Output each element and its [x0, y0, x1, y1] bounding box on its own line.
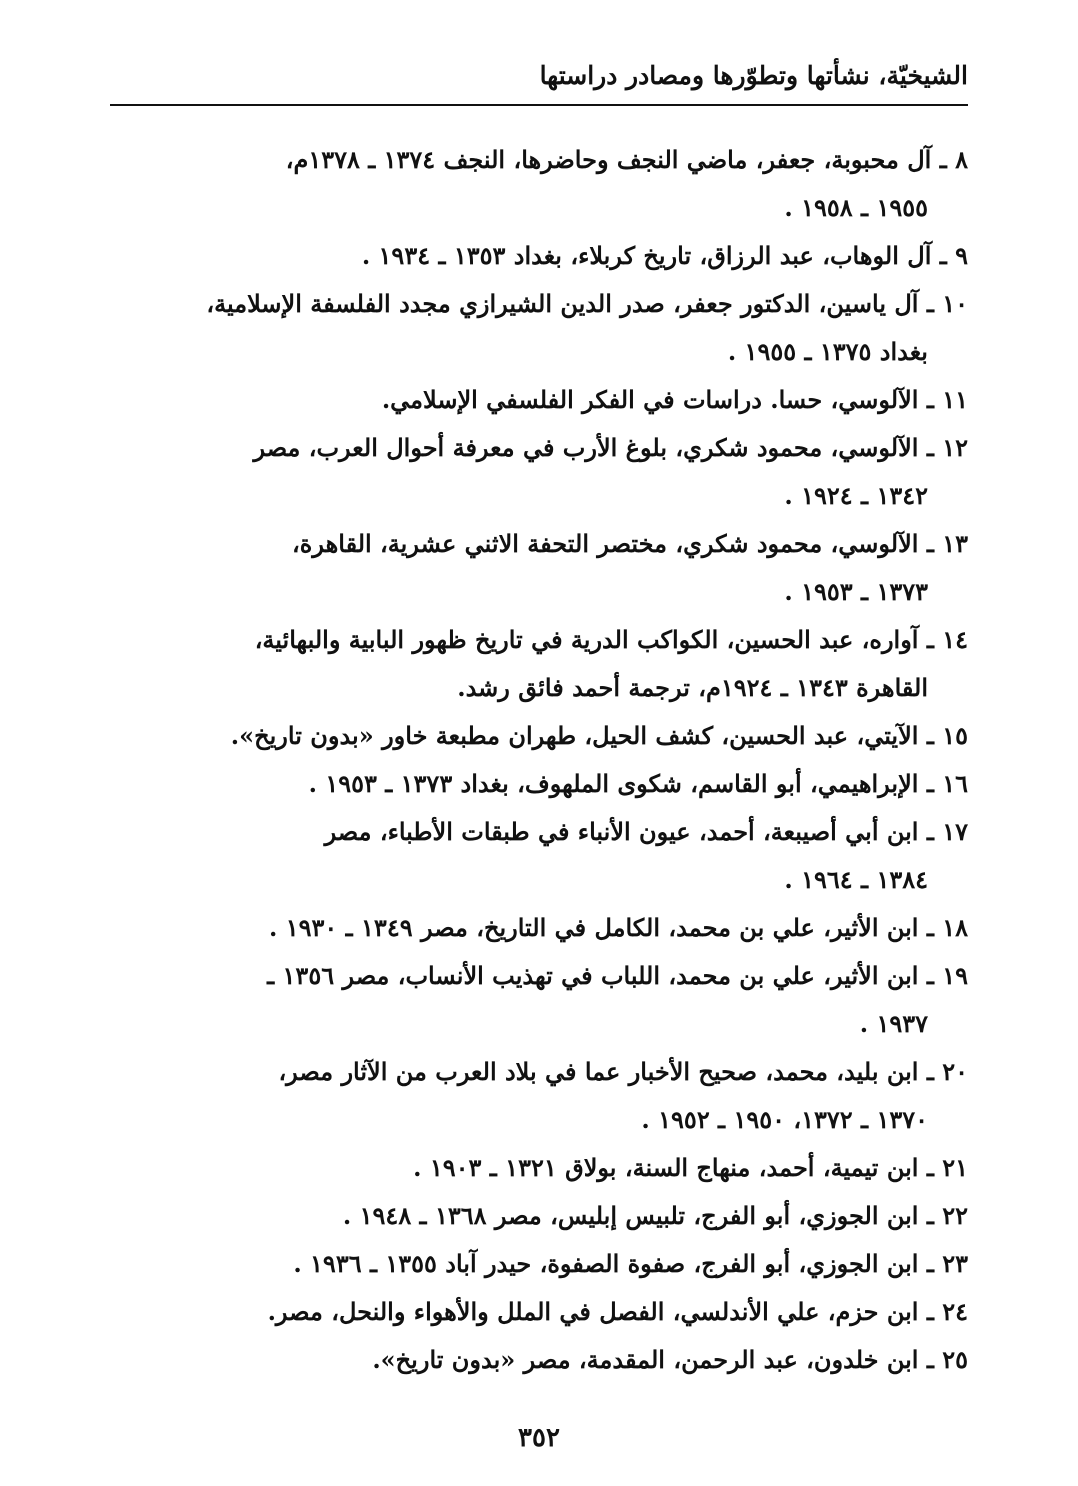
bibliography-entry — [110, 376, 968, 424]
entry-number: ١٩ — [942, 961, 968, 990]
entry-number: ١٦ — [942, 769, 968, 798]
entry-separator: ـ — [918, 961, 943, 990]
entry-first-line — [110, 616, 968, 664]
entry-number: ٢٥ — [942, 1345, 968, 1374]
entry-number: ٢٢ — [942, 1201, 968, 1230]
entry-separator: ـ — [918, 817, 943, 846]
entry-continuation: بغداد ١٣٧٥ ـ ١٩٥٥ . — [727, 337, 928, 366]
entry-first-line — [110, 1144, 968, 1192]
entry-first-line — [110, 904, 968, 952]
entry-continuation: ١٣٤٢ ـ ١٩٢٤ . — [784, 481, 928, 510]
bibliography-entry — [110, 904, 968, 952]
entry-first-line — [110, 760, 968, 808]
entry-text: آواره، عبد الحسين، الكواكب الدرية في تاريخ ظهور البابية والبهائية، — [254, 625, 919, 654]
bibliography-entry — [110, 1192, 968, 1240]
entry-text: آل الوهاب، عبد الرزاق، تاريخ كربلاء، بغداد ١٣٥٣ ـ ١٩٣٤ . — [361, 241, 932, 270]
entry-separator: ـ — [918, 1297, 943, 1326]
entry-text: الإبراهيمي، أبو القاسم، شكوى الملهوف، بغداد ١٣٧٣ ـ ١٩٥٣ . — [308, 769, 919, 798]
entry-first-line — [110, 520, 968, 568]
entry-continuation: ١٩٣٧ . — [859, 1009, 928, 1038]
entry-first-line — [110, 952, 968, 1000]
bibliography-entry — [110, 1240, 968, 1288]
entry-separator: ـ — [918, 289, 943, 318]
bibliography-entry — [110, 760, 968, 808]
entry-text: الآلوسي، محمود شكري، بلوغ الأرب في معرفة أحوال العرب، مصر — [253, 433, 919, 462]
entry-number: ١١ — [942, 385, 968, 414]
entry-separator: ـ — [918, 625, 943, 654]
entry-number: ٩ — [955, 241, 968, 270]
bibliography-entry — [110, 1288, 968, 1336]
entry-text: ابن بليد، محمد، صحيح الأخبار عما في بلاد العرب من الآثار مصر، — [278, 1057, 919, 1086]
entry-number: ١٤ — [942, 625, 968, 654]
bibliography-entry — [110, 232, 968, 280]
entry-text: ابن خلدون، عبد الرحمن، المقدمة، مصر «بدون تاريخ». — [372, 1345, 919, 1374]
entry-separator: ـ — [931, 145, 956, 174]
entry-separator: ـ — [918, 1249, 943, 1278]
entry-first-line — [110, 1336, 968, 1384]
bibliography-entry — [110, 1336, 968, 1384]
bibliography-entry — [110, 280, 968, 376]
entry-separator: ـ — [918, 1153, 943, 1182]
entry-first-line — [110, 376, 968, 424]
entry-number: ٢٠ — [942, 1057, 968, 1086]
entry-separator: ـ — [918, 385, 943, 414]
entry-text: ابن الأثير، علي بن محمد، الكامل في التاريخ، مصر ١٣٤٩ ـ ١٩٣٠ . — [269, 913, 919, 942]
entry-text: آل ياسين، الدكتور جعفر، صدر الدين الشيرازي مجدد الفلسفة الإسلامية، — [206, 289, 919, 318]
entry-separator: ـ — [918, 1057, 943, 1086]
entry-first-line — [110, 280, 968, 328]
entry-separator: ـ — [931, 241, 956, 270]
header-rule — [110, 104, 968, 106]
entry-continuation: ١٣٧٣ ـ ١٩٥٣ . — [784, 577, 928, 606]
entry-separator: ـ — [918, 433, 943, 462]
bibliography-entry — [110, 952, 968, 1048]
entry-text: آل محبوبة، جعفر، ماضي النجف وحاضرها، النجف ١٣٧٤ ـ ١٣٧٨م، — [285, 145, 932, 174]
bibliography-entry — [110, 1048, 968, 1144]
bibliography-entry — [110, 808, 968, 904]
entry-continuation: ١٣٨٤ ـ ١٩٦٤ . — [784, 865, 928, 894]
entry-number: ١٠ — [942, 289, 968, 318]
entry-separator: ـ — [918, 529, 943, 558]
bibliography-entry — [110, 520, 968, 616]
entry-number: ١٢ — [942, 433, 968, 462]
entry-number: ١٥ — [942, 721, 968, 750]
bibliography-entry — [110, 712, 968, 760]
entry-first-line — [110, 1048, 968, 1096]
entry-separator: ـ — [918, 913, 943, 942]
entry-text: ابن أبي أصيبعة، أحمد، عيون الأنباء في طبقات الأطباء، مصر — [324, 817, 919, 846]
entry-text: ابن الجوزي، أبو الفرج، تلبيس إبليس، مصر ١٣٦٨ ـ ١٩٤٨ . — [342, 1201, 919, 1230]
entry-text: ابن الأثير، علي بن محمد، اللباب في تهذيب الأنساب، مصر ١٣٥٦ ـ — [267, 961, 919, 990]
entry-number: ٢١ — [942, 1153, 968, 1182]
entry-text: الآلوسي، حسا. دراسات في الفكر الفلسفي الإسلامي. — [381, 385, 919, 414]
bibliography-entry — [110, 136, 968, 232]
bibliography-entry — [110, 424, 968, 520]
entry-separator: ـ — [918, 1345, 943, 1374]
entry-first-line — [110, 808, 968, 856]
entry-text: ابن الجوزي، أبو الفرج، صفوة الصفوة، حيدر آباد ١٣٥٥ ـ ١٩٣٦ . — [293, 1249, 919, 1278]
entry-number: ٢٣ — [942, 1249, 968, 1278]
entry-text: الآيتي، عبد الحسين، كشف الحيل، طهران مطبعة خاور «بدون تاريخ». — [230, 721, 919, 750]
entry-text: ابن تيمية، أحمد، منهاج السنة، بولاق ١٣٢١ ـ ١٩٠٣ . — [413, 1153, 919, 1182]
entry-continuation: ١٩٥٥ ـ ١٩٥٨ . — [784, 193, 928, 222]
entry-first-line — [110, 1240, 968, 1288]
entry-continuation: القاهرة ١٣٤٣ ـ ١٩٢٤م، ترجمة أحمد فائق رشد. — [457, 673, 928, 702]
entry-separator: ـ — [918, 721, 943, 750]
entry-first-line — [110, 712, 968, 760]
entry-separator: ـ — [918, 769, 943, 798]
running-header: الشيخيّة، نشأتها وتطوّرها ومصادر دراستها — [539, 61, 968, 90]
entry-number: ٨ — [955, 145, 968, 174]
entry-text: الآلوسي، محمود شكري، مختصر التحفة الاثني عشرية، القاهرة، — [292, 529, 919, 558]
entry-first-line — [110, 1288, 968, 1336]
entry-number: ١٨ — [942, 913, 968, 942]
entry-first-line — [110, 232, 968, 280]
entry-first-line — [110, 424, 968, 472]
entry-first-line — [110, 1192, 968, 1240]
entry-number: ١٣ — [942, 529, 968, 558]
bibliography-list — [110, 136, 968, 1384]
page-number: ٣٥٢ — [518, 1423, 560, 1453]
entry-number: ٢٤ — [942, 1297, 968, 1326]
entry-text: ابن حزم، علي الأندلسي، الفصل في الملل والأهواء والنحل، مصر. — [267, 1297, 919, 1326]
entry-separator: ـ — [918, 1201, 943, 1230]
entry-number: ١٧ — [942, 817, 968, 846]
bibliography-entry — [110, 1144, 968, 1192]
bibliography-entry — [110, 616, 968, 712]
entry-first-line — [110, 136, 968, 184]
entry-continuation: ١٣٧٠ ـ ١٣٧٢، ١٩٥٠ ـ ١٩٥٢ . — [641, 1105, 928, 1134]
